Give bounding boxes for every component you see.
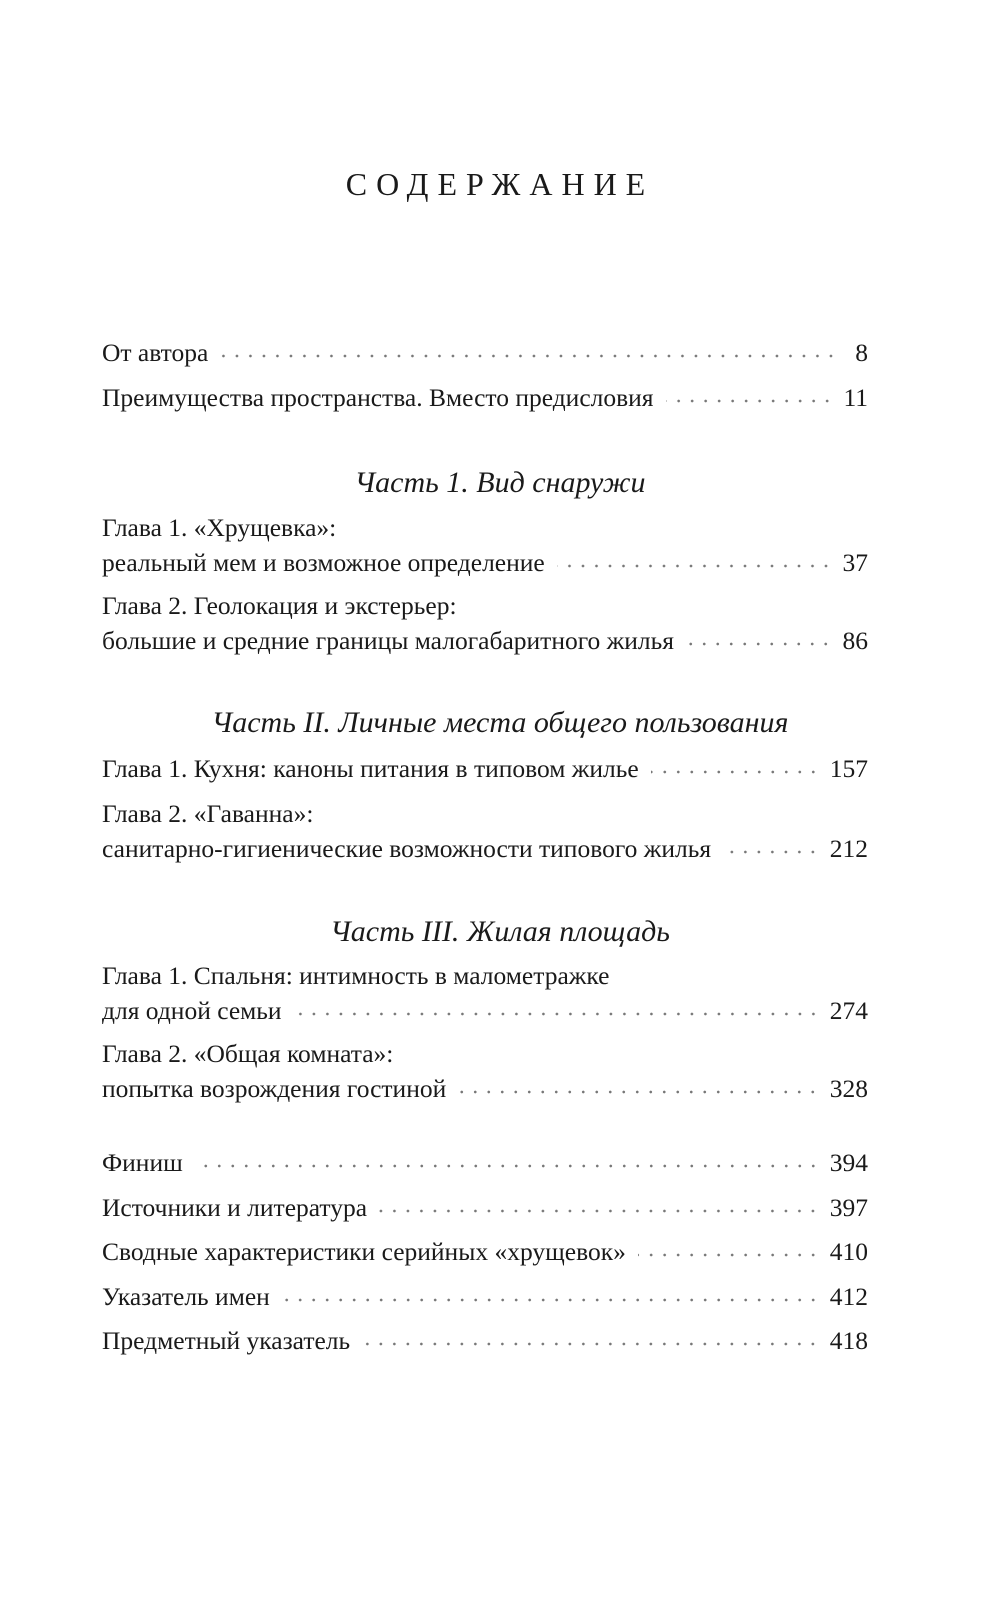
entry-subtitle: большие и средние границы малогабаритного жилья bbox=[102, 626, 675, 655]
entry-subtitle: попытка возрождения гостиной bbox=[102, 1074, 447, 1103]
entry-title: Глава 1. Спальня: интимность в малометражке bbox=[102, 961, 610, 990]
page-number: 8 bbox=[855, 338, 868, 367]
entry-title: Глава 2. «Общая комната»: bbox=[102, 1039, 394, 1068]
dot-leader bbox=[379, 1206, 820, 1216]
page-number: 410 bbox=[829, 1237, 868, 1266]
page-number: 37 bbox=[842, 548, 868, 577]
entry-subtitle: санитарно-гигиенические возможности типового жилья bbox=[102, 834, 712, 863]
toc-entry[interactable] bbox=[102, 1190, 868, 1225]
dot-leader bbox=[638, 1250, 820, 1260]
entry-title: Финиш bbox=[102, 1148, 183, 1177]
entry-title: Сводные характеристики серийных «хрущевок» bbox=[102, 1237, 626, 1266]
dot-leader bbox=[294, 1009, 820, 1019]
entry-title: Преимущества пространства. Вместо предисловия bbox=[102, 383, 654, 412]
dot-leader bbox=[666, 396, 834, 406]
part-heading: Часть III. Жилая площадь bbox=[330, 915, 670, 948]
dot-leader bbox=[723, 847, 820, 857]
dot-leader bbox=[362, 1339, 820, 1349]
dot-leader bbox=[651, 767, 820, 777]
toc-entry[interactable] bbox=[102, 1036, 868, 1106]
dot-leader bbox=[282, 1295, 820, 1305]
page-number: 212 bbox=[829, 834, 868, 863]
entry-title: Источники и литература bbox=[102, 1193, 368, 1222]
toc-entry[interactable] bbox=[102, 751, 868, 786]
dot-leader bbox=[220, 351, 838, 361]
toc-entry[interactable] bbox=[102, 1279, 868, 1314]
toc-entry[interactable] bbox=[102, 335, 868, 370]
part-heading: Часть 1. Вид снаружи bbox=[354, 466, 646, 499]
page-number: 11 bbox=[843, 383, 868, 412]
page-number: 157 bbox=[829, 754, 868, 783]
entry-title: Глава 1. Кухня: каноны питания в типовом жилье bbox=[102, 754, 639, 783]
entry-subtitle: для одной семьи bbox=[102, 996, 282, 1025]
toc-entry[interactable] bbox=[102, 1145, 868, 1180]
entry-title: Указатель имен bbox=[102, 1282, 270, 1311]
entry-title: Глава 2. «Гаванна»: bbox=[102, 799, 314, 828]
dot-leader bbox=[686, 639, 832, 649]
toc-entry[interactable] bbox=[102, 958, 868, 1028]
toc-entry[interactable] bbox=[102, 380, 868, 415]
page-number: 274 bbox=[829, 996, 868, 1025]
page-number: 328 bbox=[829, 1074, 868, 1103]
dot-leader bbox=[557, 561, 833, 571]
toc-entry[interactable] bbox=[102, 510, 868, 580]
toc-entry[interactable] bbox=[102, 796, 868, 866]
toc-entry[interactable] bbox=[102, 588, 868, 658]
page-title: СОДЕРЖАНИЕ bbox=[345, 166, 655, 202]
page-number: 412 bbox=[829, 1282, 868, 1311]
page-number: 397 bbox=[829, 1193, 868, 1222]
page-number: 394 bbox=[829, 1148, 868, 1177]
entry-title: От автора bbox=[102, 338, 209, 367]
toc-entry[interactable] bbox=[102, 1234, 868, 1269]
entry-title: Глава 2. Геолокация и экстерьер: bbox=[102, 591, 457, 620]
entry-title: Глава 1. «Хрущевка»: bbox=[102, 513, 337, 542]
toc-entry[interactable] bbox=[102, 1323, 868, 1358]
page-number: 418 bbox=[829, 1326, 868, 1355]
dot-leader bbox=[195, 1161, 820, 1171]
entry-title: Предметный указатель bbox=[102, 1326, 351, 1355]
entry-subtitle: реальный мем и возможное определение bbox=[102, 548, 545, 577]
part-heading: Часть II. Личные места общего пользования bbox=[211, 706, 789, 739]
page-number: 86 bbox=[842, 626, 868, 655]
dot-leader bbox=[458, 1087, 820, 1097]
